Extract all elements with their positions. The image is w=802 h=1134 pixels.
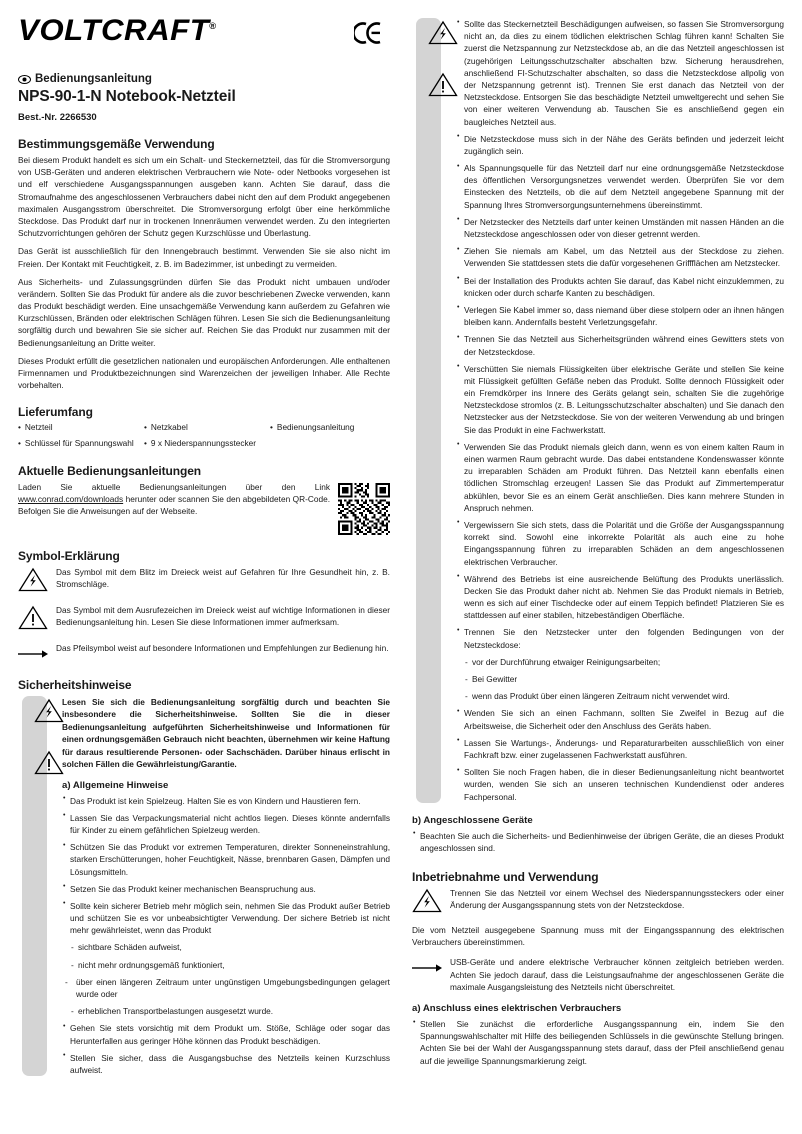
list-item: • Sollte kein sicherer Betrieb mehr möglich sein, nehmen Sie das Produkt außer Betrieb und schützen Sie es vor unbeabsichtigter Verwendung. Der sichere Betrieb ist nicht mehr gewährleistet, wenn das Produkt <box>62 900 390 937</box>
bullet-dot: • <box>270 422 273 433</box>
left-column <box>18 0 390 1081</box>
symbol-entry <box>18 604 390 635</box>
safety-section-a-heading: a) Allgemeine Hinweise <box>62 779 169 791</box>
list-item: • Netzteil <box>18 422 53 433</box>
commissioning-note-text: Trennen Sie das Netzteil vor einem Wechsel des Niederspannungssteckers oder einer Änderung der Ausgangsspannung stets von der Netzsteckdose. <box>450 888 784 911</box>
list-item: • Lassen Sie Wartungs-, Änderungs- und Reparaturarbeiten ausschließlich von einer Fachkraft bzw. einer zugelassenen Fachwerkstatt ausführen. <box>456 737 784 761</box>
list-item: • Ziehen Sie niemals am Kabel, um das Netzteil aus der Steckdose zu ziehen. Verwenden Sie stattdessen stets die dafür vorgesehenen Griffflächen am Netzstecker. <box>456 245 784 269</box>
list-item: - über einen längeren Zeitraum unter ungünstigen Umgebungsbedingungen gelagert wurde oder <box>62 976 390 1000</box>
list-item: - wenn das Produkt über einen längeren Zeitraum nicht verwendet wird. <box>456 690 784 702</box>
symbol-entry <box>18 642 390 664</box>
list-item: • Netzkabel <box>144 422 188 433</box>
brand-row <box>18 0 390 58</box>
commissioning-note-plain: Die vom Netzteil ausgegebene Spannung muss mit der Eingangsspannung des elektrischen Verbrauchers übereinstimmen. <box>412 925 784 948</box>
list-item: • Während des Betriebs ist eine ausreichende Belüftung des Produkts unerlässlich. Decken Sie das Produkt daher nicht ab. Nehmen Sie das Produkt niemals in Betrieb, wenn es sich auf einer Tischdecke oder auf einem Teppich befindet! Platzieren Sie es stattdessen auf einer stabilen, hitzebeständigen Oberfläche. <box>456 573 784 622</box>
symbol-explanation-heading: Symbol-Erklärung <box>18 548 120 563</box>
ce-mark-icon <box>354 22 384 44</box>
intended-use-paragraph: Das Gerät ist ausschließlich für den Innengebrauch bestimmt. Verwenden Sie sie also nicht im Freien. Der Kontakt mit Feuchtigkeit, z. B. im Badezimmer, ist unbedingt zu vermeiden. <box>18 246 390 269</box>
manuals-heading: Aktuelle Bedienungsanleitungen <box>18 463 202 478</box>
symbol-entry <box>18 566 390 597</box>
exclamation-triangle-icon <box>18 604 48 635</box>
scope-of-delivery-heading: Lieferumfang <box>18 405 93 420</box>
bullet-dot: • <box>18 438 21 449</box>
list-item: - erheblichen Transportbelastungen ausgesetzt wurde. <box>62 1005 390 1017</box>
commissioning-note <box>412 887 784 918</box>
warning-icons <box>34 698 64 780</box>
arrow-right-icon <box>18 642 48 664</box>
list-item: - vor der Durchführung etwaiger Reinigungsarbeiten; <box>456 656 784 668</box>
list-item: • Bedienungsanleitung <box>270 422 355 433</box>
safety-section-a-list <box>62 795 390 1077</box>
list-item: • Vergewissern Sie sich stets, dass die Polarität und die Größe der Ausgangsspannung korrekt sind. Sowohl eine inkorrekte Polarität als auch eine zu hohe Eingangsspannung führen zu irreparablen Schäden an dem angeschlossenen elektrischen Verbraucher. <box>456 519 784 568</box>
symbol-entry-text: Das Pfeilsymbol weist auf besondere Informationen und Empfehlungen zur Bedienung hin. <box>56 642 389 653</box>
scope-of-delivery-list <box>18 422 390 450</box>
warning-icons <box>428 20 458 102</box>
arrow-right-icon <box>412 956 442 978</box>
lightning-triangle-icon <box>412 887 442 918</box>
intended-use-heading: Bestimmungsgemäße Verwendung <box>18 137 215 151</box>
eye-icon <box>18 75 31 84</box>
order-number: Best.-Nr. 2266530 <box>18 112 97 123</box>
safety-heading: Sicherheitshinweise <box>18 677 132 692</box>
list-item: - nicht mehr ordnungsgemäß funktioniert, <box>62 959 390 971</box>
lightning-triangle-icon <box>18 566 48 597</box>
list-item: • Lassen Sie das Verpackungsmaterial nicht achtlos liegen. Dieses könnte andernfalls für Kinder zu einem gefährlichen Spielzeug werden. <box>62 812 390 836</box>
list-item: • 9 x Niederspannungsstecker <box>144 438 257 449</box>
exclamation-triangle-icon <box>34 750 64 775</box>
safety-warning-block <box>18 696 390 1076</box>
intended-use-paragraph: Aus Sicherheits- und Zulassungsgründen dürfen Sie das Produkt nicht umbauen und/oder verändern. Sollten Sie das Produkt für andere als die zuvor beschriebenen Zwecke verwenden, kann das Produkt beschädigt werden. Eine unsachgemäße Verwendung kann außerdem zu Gefahren wie Kurzschlüssen, Bränden oder elektrischen Schlägen führen. Lesen Sie sich die Bedienungsanleitung sorgfältig durch und bewahren Sie sie sicher auf. Reichen Sie das Produkt nur zusammen mit der Bedienungsanleitung an Dritte weiter. <box>18 276 390 348</box>
commissioning-heading: Inbetriebnahme und Verwendung <box>412 870 599 885</box>
list-item: • Setzen Sie das Produkt keiner mechanischen Beanspruchung aus. <box>62 883 390 895</box>
safety-section-b-heading: b) Angeschlossene Geräte <box>412 814 533 826</box>
qr-code-icon <box>338 483 390 535</box>
safety-section-a-list-continued <box>456 18 784 803</box>
list-item: • Sollte das Steckernetzteil Beschädigungen aufweisen, so fassen Sie Stromversorgung nicht an, da dies zu einem tödlichen elektrischen Schlag führen kann! Schalten Sie zuerst die Netzspannung zur Netzsteckdose ab, an die das Netzteil angeschlossen ist (zugehörigen Leitungsschutzschalter abschalten bzw. Sicherung herausdrehen, anschließend FI-Schutzschalter abschalten, so dass die Netzsteckdose allpolig von der Netzspannung getrennt ist). Trennen Sie erst danach das Netzteil von der Netzsteckdose. Entsorgen Sie das beschädigte Netzteil umweltgerecht und sehen Sie von einer weiteren Verwendung ab. Tauschen Sie es anschließend gegen ein baugleiches Netzteil aus. <box>456 18 784 128</box>
list-item: • Wenden Sie sich an einen Fachmann, sollten Sie Zweifel in Bezug auf die Arbeitsweise, die Sicherheit oder den Anschluss des Geräts haben. <box>456 707 784 731</box>
bullet-dot: • <box>144 438 147 449</box>
list-item: • Bei der Installation des Produkts achten Sie darauf, das Kabel nicht einzuklemmen, zu knicken oder durch scharfe Kanten zu beschädigen. <box>456 275 784 299</box>
list-item: • Die Netzsteckdose muss sich in der Nähe des Geräts befinden und jederzeit leicht zugänglich sein. <box>456 133 784 157</box>
symbol-entry-text: Das Symbol mit dem Blitz im Dreieck weist auf Gefahren für Ihre Gesundheit hin, z. B. Stromschläge. <box>56 566 390 590</box>
list-item: • Sollten Sie noch Fragen haben, die in dieser Bedienungsanleitung nicht beantwortet wurden, wenden Sie sich an unseren technischen Kundendienst oder anderes Fachpersonal. <box>456 766 784 803</box>
commissioning-section-a-heading: a) Anschluss eines elektrischen Verbrauchers <box>412 1003 622 1014</box>
manuals-paragraph: Laden Sie aktuelle Bedienungsanleitungen über den Link www.conrad.com/downloads herunter oder scannen Sie den abgebildeten QR-Code. Befolgen Sie die Anweisungen auf der Webseite. <box>18 481 330 517</box>
list-item: • Der Netzstecker des Netzteils darf unter keinen Umständen mit nassen Händen an die Netzsteckdose angeschlossen oder von dieser getrennt werden. <box>456 216 784 240</box>
list-item: • Das Produkt ist kein Spielzeug. Halten Sie es von Kindern und Haustieren fern. <box>62 795 390 807</box>
lightning-triangle-icon <box>34 698 64 723</box>
commissioning-arrow-note-text: USB-Geräte und andere elektrische Verbraucher können zeitgleich betrieben werden. Achten Sie jedoch darauf, dass die Leistungsaufnahme der angeschlossenen Geräte die maximale Ausgangsleistung des Netzteils nicht überschreitet. <box>450 957 784 992</box>
page-title: NPS-90-1-N Notebook-Netzteil <box>18 88 236 105</box>
right-column <box>412 0 784 1072</box>
list-item: - Bei Gewitter <box>456 673 784 685</box>
list-item: • Verwenden Sie das Produkt niemals gleich dann, wenn es von einem kalten Raum in einen warmen Raum gebracht wurde. Das dabei entstandene Kondenswasser könnte zu irreparablen Schäden am Produkt führen. Das Netzteil kann ebenfalls einen tödlichen Stromschlag erzeugen! Lassen Sie das Produkt auf Zimmertemperatur abkühlen, bevor Sie es an einem Gerät anschließen. Dies kann mehrere Stunden in Anspruch nehmen. <box>456 441 784 514</box>
intended-use-paragraph: Bei diesem Produkt handelt es sich um ein Schalt- und Steckernetzteil, das für die Stromversorgung von USB-Geräten und anderen elektrischen Verbrauchern wie Note- oder Netbooks vorgesehen ist und elf verschiedene Ausgangsspannungen ausgeben kann. Achten Sie darauf, dass die Stromaufnahme des angeschlossenen Verbrauchers dabei nicht den auf dem Produkt angegebenen maximalen Ausgangsstrom überschreitet. Die Stromversorgung erfolgt über eine herkömmliche Steckdose. Das Produkt darf nur in trockenen Innenräumen verwendet werden. Zu den integrierten Schutzvorrichtungen gehören der Schutz gegen Kurzschlüsse und Überlastung. <box>18 155 390 239</box>
lightning-triangle-icon <box>428 20 458 45</box>
exclamation-triangle-icon <box>428 72 458 97</box>
bullet-dot: • <box>18 422 21 433</box>
list-item: • Stellen Sie sicher, dass die Ausgangsbuchse des Netzteils keinen Kurzschluss aufweist. <box>62 1052 390 1076</box>
list-item: • Trennen Sie den Netzstecker unter den folgenden Bedingungen von der Netzsteckdose: <box>456 626 784 650</box>
safety-section-b-list <box>412 830 784 854</box>
list-item: • Verschütten Sie niemals Flüssigkeiten über elektrische Geräte und stellen Sie keine mit Flüssigkeit gefüllten Gefäße neben das Produkt. Sollte dennoch Flüssigkeit oder ein Fremdkörper ins Innere des Geräts gelangt sein, schalten Sie die zugehörige Netzsteckdose stromlos (z. B. Leitungsschutzschalter abschalten) und Sie danach den Netzstecker aus der Netzsteckdose. Sie von der weiteren Verwendung ab und bringen Sie das Produkt in eine Fachwerkstatt. <box>456 363 784 436</box>
downloads-link[interactable]: www.conrad.com/downloads <box>18 494 124 505</box>
symbol-entry-text: Das Symbol mit dem Ausrufezeichen im Dreieck weist auf wichtige Informationen in dieser Bedienungsanleitung hin. Lesen Sie diese Informationen immer aufmerksam. <box>56 604 390 628</box>
list-item: • Schützen Sie das Produkt vor extremen Temperaturen, direkter Sonneneinstrahlung, starken Erschütterungen, hoher Feuchtigkeit, Nässe, brennbaren Gasen, Dämpfen und Lösungsmitteln. <box>62 841 390 878</box>
list-item: • Gehen Sie stets vorsichtig mit dem Produkt um. Stöße, Schläge oder sogar das Herunterfallen aus geringer Höhe können das Produkt beschädigen. <box>62 1022 390 1046</box>
document-type-label: Bedienungsanleitung <box>35 73 152 85</box>
list-item: - sichtbare Schäden aufweist, <box>62 941 390 953</box>
document-type-line <box>18 73 390 85</box>
commissioning-arrow-note <box>412 956 784 993</box>
list-item: • Schlüssel für Spannungswahl <box>18 438 134 449</box>
manuals-row <box>18 481 390 535</box>
list-item: • Beachten Sie auch die Sicherheits- und Bedienhinweise der übrigen Geräte, die an dieses Produkt angeschlossen sind. <box>412 830 784 854</box>
voltcraft-logo: VOLTCRAFT® <box>18 14 217 47</box>
safety-intro-text: Lesen Sie sich die Bedienungsanleitung sorgfältig durch und beachten Sie insbesondere die Sicherheitshinweise. Sollten Sie die in dieser Bedienungsanleitung aufgeführten Sicherheitshinweise und Informationen für einen ordnungsgemäßen Gebrauch nicht beachten, übernehmen wir keine Haftung für daraus resultierende Personen- oder Sachschäden. Darüber hinaus erlischt in solchen Fällen die Gewährleistung/Garantie. <box>62 696 390 770</box>
list-item: • Trennen Sie das Netzteil aus Sicherheitsgründen während eines Gewitters stets von der Netzsteckdose. <box>456 333 784 357</box>
list-item: • Als Spannungsquelle für das Netzteil darf nur eine ordnungsgemäße Netzsteckdose des öffentlichen Versorgungsnetzes verwendet werden. Überprüfen Sie vor dem Einstecken des Netzteils, ob die auf dem Netzteil angegebene Spannung mit der Spannung Ihres Stromversorgungsunternehmens übereinstimmt. <box>456 162 784 211</box>
safety-warning-block-continued <box>412 18 784 803</box>
grey-sidebar <box>416 18 441 803</box>
intended-use-paragraph: Dieses Produkt erfüllt die gesetzlichen nationalen und europäischen Anforderungen. Alle enthaltenen Firmennamen und Produktbezeichnungen sind Warenzeichen der jeweiligen Inhaber. Alle Rechte vorbehalten. <box>18 355 390 391</box>
manuals-text <box>18 481 330 518</box>
bullet-dot: • <box>144 422 147 433</box>
list-item: • Stellen Sie zunächst die erforderliche Ausgangsspannung ein, indem Sie den Spannungswahlschalter mit Hilfe des beiliegenden Schlüssels in die gewünschte Stellung bringen. Achten Sie bei der Wahl der Ausgangsspannung stets darauf, dass der Pfeil anschließend genau auf die jeweilige Spannungsmarkierung zeigt. <box>412 1018 784 1067</box>
list-item: • Verlegen Sie Kabel immer so, dass niemand über diese stolpern oder an ihnen hängen bleiben kann. Andernfalls besteht Verletzungsgefahr. <box>456 304 784 328</box>
commissioning-section-a-list <box>412 1018 784 1067</box>
